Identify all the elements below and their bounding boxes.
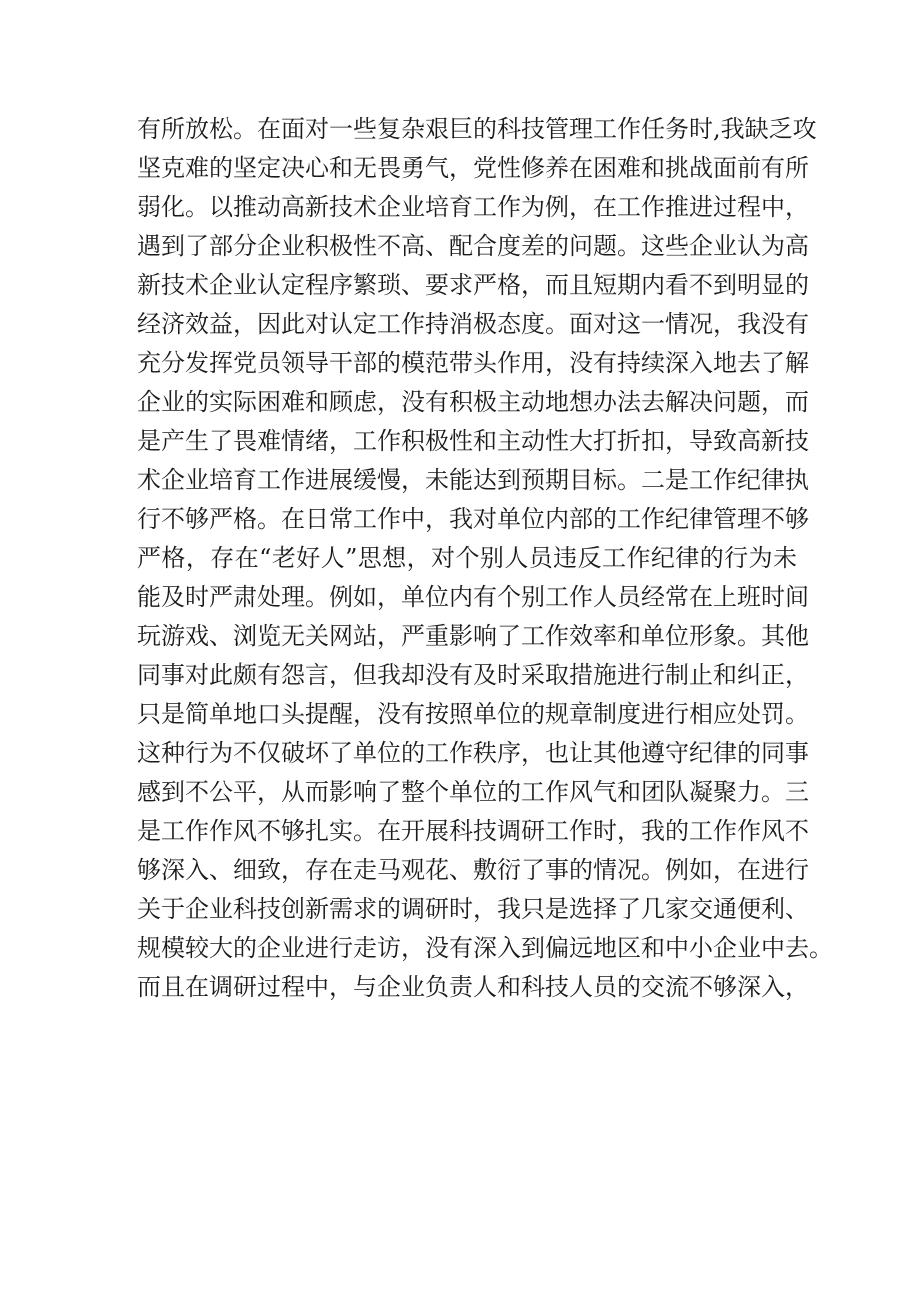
body-text (137, 110, 833, 1007)
text-line: 玩游戏、浏览无关网站，严重影响了工作效率和单位形象。其他 (137, 622, 809, 650)
text-line: 能及时严肃处理。例如，单位内有个别工作人员经常在上班时间 (137, 583, 809, 611)
text-line: 而且在调研过程中，与企业负责人和科技人员的交流不够深入， (137, 973, 809, 1001)
text-line: 企业的实际困难和顾虑，没有积极主动地想办法去解决问题，而 (137, 388, 809, 416)
text-line: 坚克难的坚定决心和无畏勇气，党性修养在困难和挑战面前有所 (137, 154, 809, 182)
text-line: 规模较大的企业进行走访，没有深入到偏远地区和中小企业中去。 (137, 934, 833, 962)
text-line: 是工作作风不够扎实。在开展科技调研工作时，我的工作作风不 (137, 817, 809, 845)
text-line: 严格，存在“老好人”思想，对个别人员违反工作纪律的行为未 (137, 544, 797, 572)
text-line: 行不够严格。在日常工作中，我对单位内部的工作纪律管理不够 (137, 505, 809, 533)
text-line: 感到不公平，从而影响了整个单位的工作风气和团队凝聚力。三 (137, 778, 809, 806)
text-line: 只是简单地口头提醒，没有按照单位的规章制度进行相应处罚。 (137, 700, 809, 728)
text-line: 遇到了部分企业积极性不高、配合度差的问题。这些企业认为高 (137, 232, 809, 260)
text-line: 有所放松。在面对一些复杂艰巨的科技管理工作任务时,我缺乏攻 (137, 115, 817, 143)
text-line: 关于企业科技创新需求的调研时，我只是选择了几家交通便利、 (137, 895, 809, 923)
text-line: 是产生了畏难情绪，工作积极性和主动性大打折扣，导致高新技 (137, 427, 809, 455)
text-line: 新技术企业认定程序繁琐、要求严格，而且短期内看不到明显的 (137, 271, 809, 299)
text-line: 这种行为不仅破坏了单位的工作秩序，也让其他遵守纪律的同事 (137, 739, 809, 767)
text-line: 充分发挥党员领导干部的模范带头作用，没有持续深入地去了解 (137, 349, 809, 377)
text-line: 弱化。以推动高新技术企业培育工作为例，在工作推进过程中， (137, 193, 809, 221)
text-line: 经济效益，因此对认定工作持消极态度。面对这一情况，我没有 (137, 310, 809, 338)
text-line: 术企业培育工作进展缓慢，未能达到预期目标。二是工作纪律执 (137, 466, 809, 494)
text-line: 同事对此颇有怨言，但我却没有及时采取措施进行制止和纠正， (137, 661, 809, 689)
text-line: 够深入、细致，存在走马观花、敷衍了事的情况。例如，在进行 (137, 856, 809, 884)
